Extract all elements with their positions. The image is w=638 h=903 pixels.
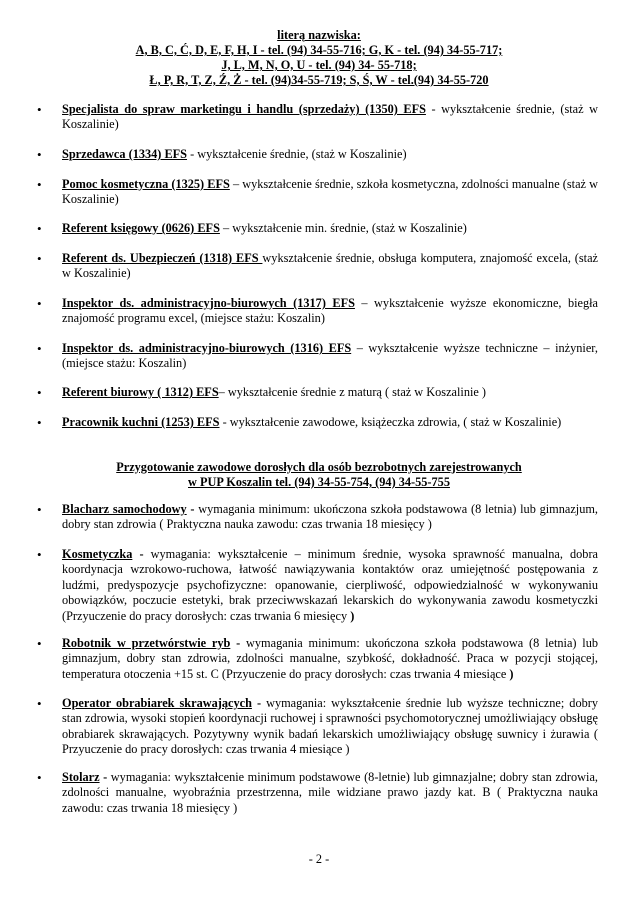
training-desc: wymagania: wykształcenie średnie lub wyższe techniczne; dobry stan zdrowia, wysoki stopień koordynacji ruchowej i sprawności psychomotorycznej umożliwiający obsługę obrabiarek skrawających. Pozytywny wynik badań lekarskich umożliwiający obsługę suwnicy i żurawia ( Przyuczenie do pracy dorosłych: czas trwania 4 miesiące ) [62, 696, 598, 757]
offer-desc: – wykształcenie min. średnie, (staż w Koszalinie) [219, 221, 467, 235]
training-title: Stolarz [62, 770, 100, 784]
training-desc: wymagania: wykształcenie minimum podstawowe (8-letnie) lub gimnazjalne; dobry stan zdrowia, zdolności manualne, wyobraźnia przestrzenna, mile widziane prawo jazdy kat. B ( Praktyczna nauka zawodu: czas trwania 18 miesięcy ) [62, 770, 599, 815]
offer-title: Sprzedawca (1334) EFS [62, 147, 188, 161]
training-title: Operator obrabiarek skrawających [62, 696, 252, 710]
training-tail: ) [509, 666, 514, 681]
training-dash: - [99, 770, 111, 784]
list-item [62, 221, 598, 236]
offer-title: Specjalista do spraw marketingu i handlu (sprzedaży) (1350) EFS [62, 102, 426, 116]
list-item [62, 341, 598, 372]
list-item [62, 385, 598, 400]
header-line-1: literą nazwiska: [277, 28, 361, 42]
offer-desc: - wykształcenie średnie, (staż w Koszalinie) [62, 102, 598, 132]
training-title: Kosmetyczka [62, 547, 133, 561]
training-desc: wymagania minimum: ukończona szkoła podstawowa (8 letnia) lub gimnazjum, dobry stan zdrowia, zdolności manualne, szybkość, dokładność. Praca w pozycji stojącej, temperatura otoczenia +15 st. C (Przyuczenie do pracy dorosłych: czas trwania 4 miesiące [62, 636, 599, 681]
training-dash: - [132, 547, 151, 561]
training-dash: - [186, 502, 199, 516]
offer-title: Referent biurowy ( 1312) EFS [62, 385, 219, 399]
offer-desc: - wykształcenie średnie, (staż w Koszalinie) [187, 147, 407, 161]
section-title-line-1: Przygotowanie zawodowe dorosłych dla osób bezrobotnych zarejestrowanych [116, 460, 522, 474]
offer-title: Pomoc kosmetyczna (1325) EFS [62, 177, 230, 191]
offer-desc: - wykształcenie zawodowe, książeczka zdrowia, ( staż w Koszalinie) [219, 415, 562, 429]
training-dash: - [251, 696, 267, 710]
offer-desc: – wykształcenie średnie z maturą ( staż w Koszalinie ) [218, 385, 487, 399]
header-line-4: Ł, P, R, T, Z, Ź, Ż - tel. (94)34-55-719; S, Ś, W - tel.(94) 34-55-720 [149, 73, 489, 87]
offer-title: Referent ds. Ubezpieczeń (1318) EFS [62, 251, 263, 265]
list-item [62, 696, 598, 758]
training-desc: wymagania: wykształcenie – minimum średnie, wysoka sprawność manualna, dobra koordynacja wzrokowo-ruchowa, łatwość nawiązywania kontaktów oraz umiejętność postępowania z ludźmi, predyspozycje psychofizyczne: opanowanie, cierpliwość, odpowiedzialność w wykonywaniu obowiązków, poczucie estetyki, brak przeciwwskazań lekarskich do wykonywania zawodu kosmetyczki (Przyuczenie do pracy dorosłych: czas trwania 6 miesięcy [62, 547, 599, 623]
offer-title: Inspektor ds. administracyjno-biurowych (1317) EFS [62, 296, 355, 310]
page-number: - 2 - [308, 852, 330, 866]
offer-title: Pracownik kuchni (1253) EFS [62, 415, 220, 429]
training-title: Robotnik w przetwórstwie ryb [62, 636, 231, 650]
offer-desc: – wykształcenie wyższe ekonomiczne, biegła znajomość programu excel, (miejsce stażu: Koszalin) [62, 296, 598, 326]
list-item [62, 502, 598, 533]
list-item [62, 147, 598, 162]
training-dash: - [230, 636, 247, 650]
offer-title: Referent księgowy (0626) EFS [62, 221, 220, 235]
list-item [62, 102, 598, 133]
list-item [62, 636, 598, 682]
header-line-2: A, B, C, Ć, D, E, F, H, I - tel. (94) 34-55-716; G, K - tel. (94) 34-55-717; [135, 43, 503, 57]
training-tail: ) [350, 608, 355, 623]
header-line-3: J, L, M, N, O, U - tel. (94) 34- 55-718; [221, 58, 417, 72]
training-desc: wymagania minimum: ukończona szkoła podstawowa (8 letnia) lub gimnazjum, dobry stan zdrowia ( Praktyczna nauka zawodu: czas trwania 18 miesięcy ) [62, 502, 598, 532]
list-item [62, 251, 598, 282]
training-title: Blacharz samochodowy [62, 502, 187, 516]
list-item [62, 296, 598, 327]
offer-desc: wykształcenie średnie, obsługa komputera, znajomość excela, (staż w Koszalinie) [62, 251, 598, 281]
offer-title: Inspektor ds. administracyjno-biurowych (1316) EFS [62, 341, 352, 355]
list-item [62, 415, 598, 430]
offer-desc: – wykształcenie wyższe techniczne – inżynier, (miejsce stażu: Koszalin) [62, 341, 598, 371]
list-item [62, 547, 598, 624]
list-item [62, 770, 598, 816]
section-title-line-2: w PUP Koszalin tel. (94) 34-55-754, (94) 34-55-755 [188, 475, 450, 489]
list-item [62, 177, 598, 208]
offer-desc: – wykształcenie średnie, szkoła kosmetyczna, zdolności manualne (staż w Koszalinie) [62, 177, 598, 207]
